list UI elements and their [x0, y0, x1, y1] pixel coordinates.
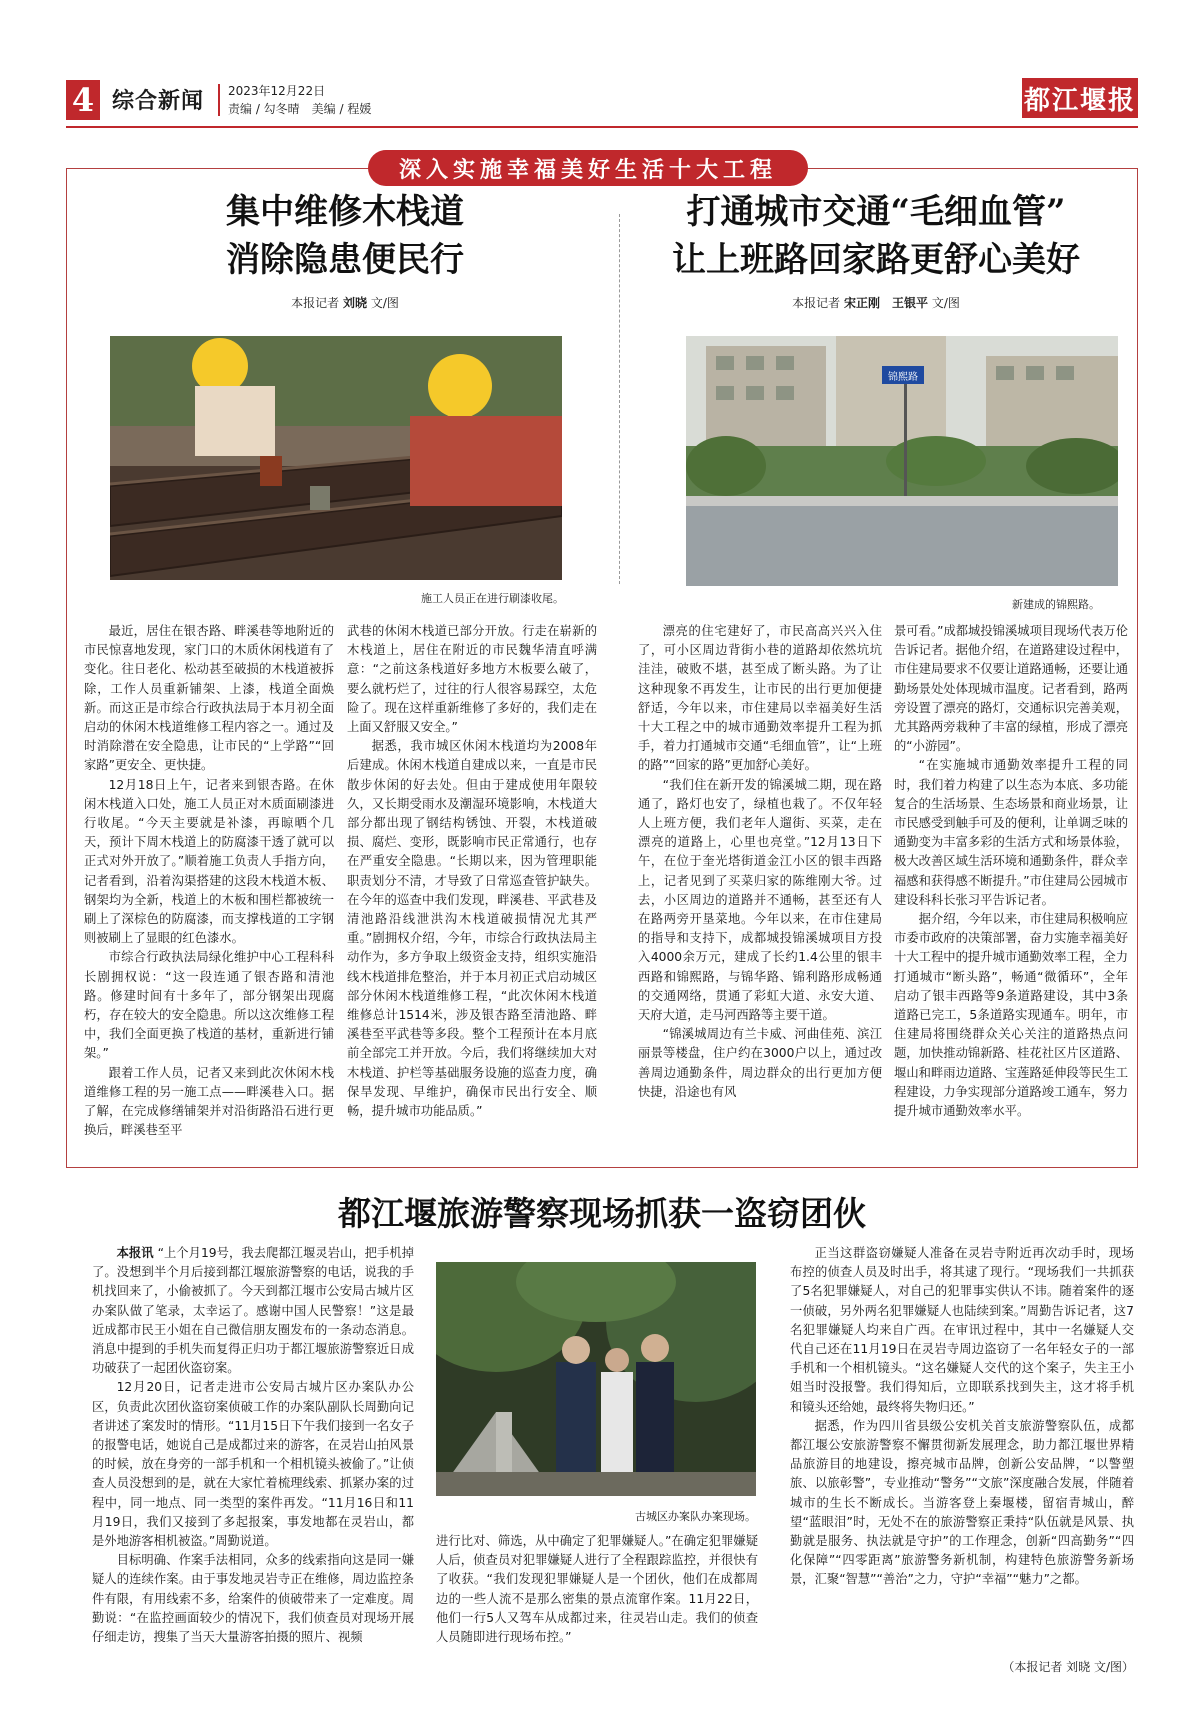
- article3-credit: （本报记者 刘晓 文/图）: [1002, 1660, 1134, 1674]
- article1-title-line2: 消除隐患便民行: [226, 240, 464, 280]
- lead-label: 本报讯: [116, 1246, 154, 1260]
- article1-byline: 本报记者 刘晓 文/图: [291, 296, 399, 310]
- paragraph: 12月18日上午，记者来到银杏路。在休闲木栈道入口处，施工人员正对木质面刷漆进行收尾。“今天主要就是补漆，再晾晒个几天，预计下周木栈道上的防腐漆干透了就可以正式对外开放了。”顺着施工负责人手指方向，记者看到，沿着沟渠搭建的这段木栈道木板、钢架均为全新，栈道上的木板和围栏都被统一刷上了深棕色的防腐漆，而支撑栈道的工字钢则被刷上了显眼的红色漆水。: [84, 777, 334, 946]
- article3-column1: [92, 1244, 414, 1647]
- paragraph: 景可看。”成都城投锦溪城项目现场代表万伦告诉记者。据他介绍，在道路建设过程中，市住建局要求不仅要让道路通畅，还要让通勤场景处处体现城市温度。记者看到，路两旁设置了漂亮的路灯，交通标识完善美观，尤其路两旁栽种了丰富的绿植，形成了漂亮的“小游园”。: [894, 624, 1128, 754]
- article1-photo: [110, 336, 562, 580]
- paragraph: 最近，居住在银杏路、畔溪巷等地附近的市民惊喜地发现，家门口的木质休闲栈道有了变化。往日老化、松动甚至破损的木栈道被拆除，工作人员重新铺架、上漆，栈道全面焕新。而这正是市综合行政执法局于本月初全面启动的休闲木栈道维修工程内容之一。通过及时消除潜在安全隐患，让市民的“上学路”“回家路”更安全、更快捷。: [84, 624, 334, 773]
- article1-headline: [100, 188, 590, 284]
- article3-column3: [790, 1244, 1134, 1590]
- article2-headline: [628, 188, 1124, 284]
- section-name: 综合新闻: [112, 89, 205, 114]
- paragraph: “我们住在新开发的锦溪城二期，现在路通了，路灯也安了，绿植也栽了。不仅年轻人上班方便，我们老年人遛街、买菜，走在漂亮的道路上，心里也亮堂。”12月13日下午，在位于奎光塔街道金江小区的银丰西路上，记者见到了买菜归家的陈维刚大爷。过去，小区周边的道路并不通畅，甚至还有人在路两旁开垦菜地。今年以来，在市住建局的指导和支持下，成都城投锦溪城项目方投入4000余万元，建成了长约1.4公里的银丰西路和锦熙路，与锦华路、锦利路形成畅通的交通网络，贯通了彩虹大道、永安大道、天府大道，走马河西路等主要干道。: [638, 777, 882, 1023]
- newspaper-masthead: 都江堰报: [1022, 78, 1138, 118]
- page-number: 4: [66, 80, 100, 120]
- article2-authors: 宋正刚 王银平: [843, 296, 928, 310]
- article3-caption: 古城区办案队办案现场。: [635, 1510, 756, 1523]
- article3-column2: [436, 1532, 758, 1647]
- column-divider: [619, 214, 621, 584]
- issue-date: 2023年12月22日: [228, 84, 326, 98]
- arrest-scene-photo: [436, 1262, 756, 1496]
- article2-byline: 本报记者 宋正刚 王银平 文/图: [792, 296, 960, 310]
- article1-column1: [84, 622, 334, 1140]
- paragraph: 据悉，我市城区休闲木栈道均为2008年后建成。休闲木栈道自建成以来，一直是市民散步休闲的好去处。但由于建成使用年限较久，又长期受雨水及潮湿环境影响，木栈道大部分都出现了钢结构锈蚀、开裂，木栈道破损、腐烂、变形，既影响市民正常通行，也存在严重安全隐患。“长期以来，因为管理职能职责划分不清，才导致了日常巡查管护缺失。在今年的巡查中我们发现，畔溪巷、平武巷及清池路沿线泄洪沟木栈道破损情况尤其严重。”剧拥权介绍，今年，市综合行政执法局主动作为，多方争取上级资金支持，组织实施沿线木栈道排危整治，并于本月初正式启动城区部分休闲木栈道维修工程，“此次休闲木栈道维修总计1514米，涉及银杏路至清池路、畔溪巷至平武巷等多段。整个工程预计在本月底前全部完工并开放。今后，我们将继续加大对木栈道、护栏等基础服务设施的巡查力度，确保旱发现、早维护，确保市民出行安全、顺畅，提升城市功能品质。”: [347, 739, 597, 1119]
- paragraph: 进行比对、筛选，从中确定了犯罪嫌疑人。”在确定犯罪嫌疑人后，侦查员对犯罪嫌疑人进行了全程跟踪监控，并很快有了收获。“我们发现犯罪嫌疑人是一个团伙，他们在成都周边的一些人流不是那么密集的景点流窜作案。11月22日，他们一行5人又驾车从成都过来，往灵岩山走。我们的侦查人员随即进行现场布控。”: [436, 1534, 758, 1645]
- paragraph: 跟着工作人员，记者又来到此次休闲木栈道维修工程的另一施工点——畔溪巷入口。据了解，在完成修缮铺架并对沿街路沿石进行更换后，畔溪巷至平: [84, 1065, 334, 1138]
- article2-caption: 新建成的锦熙路。: [1012, 598, 1100, 611]
- paragraph: 本报讯 “上个月19号，我去爬都江堰灵岩山，把手机掉了。没想到半个月后接到都江堰旅游警察的电话，说我的手机找回来了，小偷被抓了。今天到都江堰市公安局古城片区办案队做了笔录，太幸运了。感谢中国人民警察！”这是最近成都市民王小姐在自己微信朋友圈发布的一条动态消息。消息中提到的手机失而复得正归功于都江堰旅游警察近日成功破获了一起团伙盗窃案。: [92, 1246, 414, 1376]
- header-rule: [66, 126, 1138, 128]
- new-road-photo: [686, 336, 1118, 586]
- article2-photo: [686, 336, 1118, 586]
- paragraph: 据悉，作为四川省县级公安机关首支旅游警察队伍，成都都江堰公安旅游警察不懈贯彻新发展理念，助力都江堰世界精品旅游目的地建设，擦亮城市品牌，创新公安品牌，“以警塑旅、以旅彰警”，专业推动“警务”“文旅”深度融合发展，伴随着城市的生长不断成长。当游客登上秦堰楼，留宿青城山，醉望“蓝眼泪”时，无处不在的旅游警察正秉持“队伍就是风景、执勤就是服务、执法就是守护”的工作理念，创新“四高勤务”“四化保障”“四零距离”旅游警务新机制，构建特色旅游警务新场景，汇聚“智慧”“善治”之力，守护“幸福”“魅力”之都。: [790, 1418, 1134, 1587]
- article1-author: 刘晓: [342, 296, 367, 310]
- paragraph: 目标明确、作案手法相同，众多的线索指向这是同一嫌疑人的连续作案。由于事发地灵岩寺正在维修，周边监控条件有限，有用线索不多，给案件的侦破带来了一定难度。周勤说：“在监控画面较少的情况下，我们侦查员对现场开展仔细走访，搜集了当天大量游客拍摄的照片、视频: [92, 1553, 414, 1645]
- paragraph: 正当这群盗窃嫌疑人准备在灵岩寺附近再次动手时，现场布控的侦查人员及时出手，将其逮了现行。“现场我们一共抓获了5名犯罪嫌疑人，对自己的犯罪事实供认不讳。随着案件的逐一侦破，另外两名犯罪嫌疑人也陆续到案。”周勤告诉记者，这7名犯罪嫌疑人均来自广西。在审讯过程中，其中一名嫌疑人交代自己还在11月19日在灵岩寺周边盗窃了一名年轻女子的一部手机和一个相机镜头。“这名嫌疑人交代的这个案子，失主王小姐当时没报警。我们得知后，立即联系找到失主，这才将手机和镜头还给她，最终将失物归还。”: [790, 1246, 1134, 1414]
- article2-title-line2: 让上班路回家路更舒心美好: [672, 240, 1080, 280]
- header-separator: [218, 84, 220, 116]
- article2-title-line1: 打通城市交通“毛细血管”: [686, 192, 1066, 232]
- article2-column1: [638, 622, 882, 1102]
- paragraph: 市综合行政执法局绿化维护中心工程科科长剧拥权说：“这一段连通了银杏路和清池路。修建时间有十多年了，部分钢架出现腐朽，存在较大的安全隐患。所以这次维修工程中，我们全面更换了栈道的基材，重新进行铺架。”: [84, 950, 334, 1061]
- boardwalk-repair-photo: [110, 336, 562, 580]
- feature-banner: 深入实施幸福美好生活十大工程: [368, 150, 808, 186]
- paragraph: “在实施城市通勤效率提升工程的同时，我们着力构建了以生态为本底、多功能复合的生活场景、生态场景和商业场景，让市民感受到触手可及的便利，让单调乏味的通勤变为丰富多彩的生活方式和场景体验，极大改善区域生活环境和通勤条件，群众幸福感和获得感不断提升。”市住建局公园城市建设科科长张习平告诉记者。: [894, 758, 1128, 907]
- paragraph: 据介绍，今年以来，市住建局积极响应市委市政府的决策部署，奋力实施幸福美好十大工程中的提升城市通勤效率工程，全力打通城市“断头路”，畅通“微循环”，全年启动了银丰西路等9条道路建设，其中3条道路已完工，5条道路实现通车。明年，市住建局将围绕群众关心关注的道路热点问题，加快推动锦新路、桂花社区片区道路、堰山和畔雨边道路、宝莲路延伸段等民生工程建设，力争实现部分道路竣工通车，努力提升城市通勤效率水平。: [894, 912, 1128, 1119]
- article2-column2: [894, 622, 1128, 1121]
- paragraph: “锦溪城周边有兰卡威、河曲佳苑、滨江丽景等楼盘，住户约在3000户以上，通过改善周边通勤条件，周边群众的出行更加方便快捷，沿途也有风: [638, 1027, 882, 1099]
- paragraph: 武巷的休闲木栈道已部分开放。行走在崭新的木栈道上，居住在附近的市民魏华清直呼满意：“之前这条栈道好多地方木板要么破了，要么就朽烂了，过往的行人很容易踩空，太危险了。现在这样重新维修了多好的，我们走在上面又舒服又安全。”: [347, 624, 597, 735]
- article1-column2: [347, 622, 597, 1121]
- paragraph: 12月20日，记者走进市公安局古城片区办案队办公区，负责此次团伙盗窃案侦破工作的办案队副队长周勤向记者讲述了案发时的情形。“11月15日下午我们接到一名女子的报警电话，她说自己是成都过来的游客，在灵岩山拍风景的时候，放在身旁的一部手机和一个相机镜头被偷了。”让侦查人员没想到的是，就在大家忙着梳理线索、抓紧办案的过程中，同一地点、同一类型的案件再发。“11月16日和11月19日，我们又接到了多起报案，事发地都在灵岩山，都是外地游客相机被盗。”周勤说道。: [92, 1380, 414, 1549]
- article1-title-line1: 集中维修木栈道: [226, 192, 464, 232]
- street-sign-text: 锦熙路: [888, 372, 918, 383]
- article3-photo: [436, 1262, 756, 1496]
- article1-caption: 施工人员正在进行刷漆收尾。: [421, 592, 564, 605]
- paragraph: 漂亮的住宅建好了，市民高高兴兴入住了，可小区周边背街小巷的道路却依然坑坑洼洼，破败不堪，甚至成了断头路。为了让这种现象不再发生，让市民的出行更加便捷舒适，今年以来，市住建局以幸福美好生活十大工程之中的城市通勤效率提升工程为抓手，着力打通城市交通“毛细血管”，让“上班的路”“回家的路”更加舒心美好。: [638, 624, 882, 773]
- article3-headline: 都江堰旅游警察现场抓获一盗窃团伙: [338, 1194, 866, 1233]
- issue-editors: 责编 / 勾冬晴 美编 / 程媛: [228, 102, 372, 116]
